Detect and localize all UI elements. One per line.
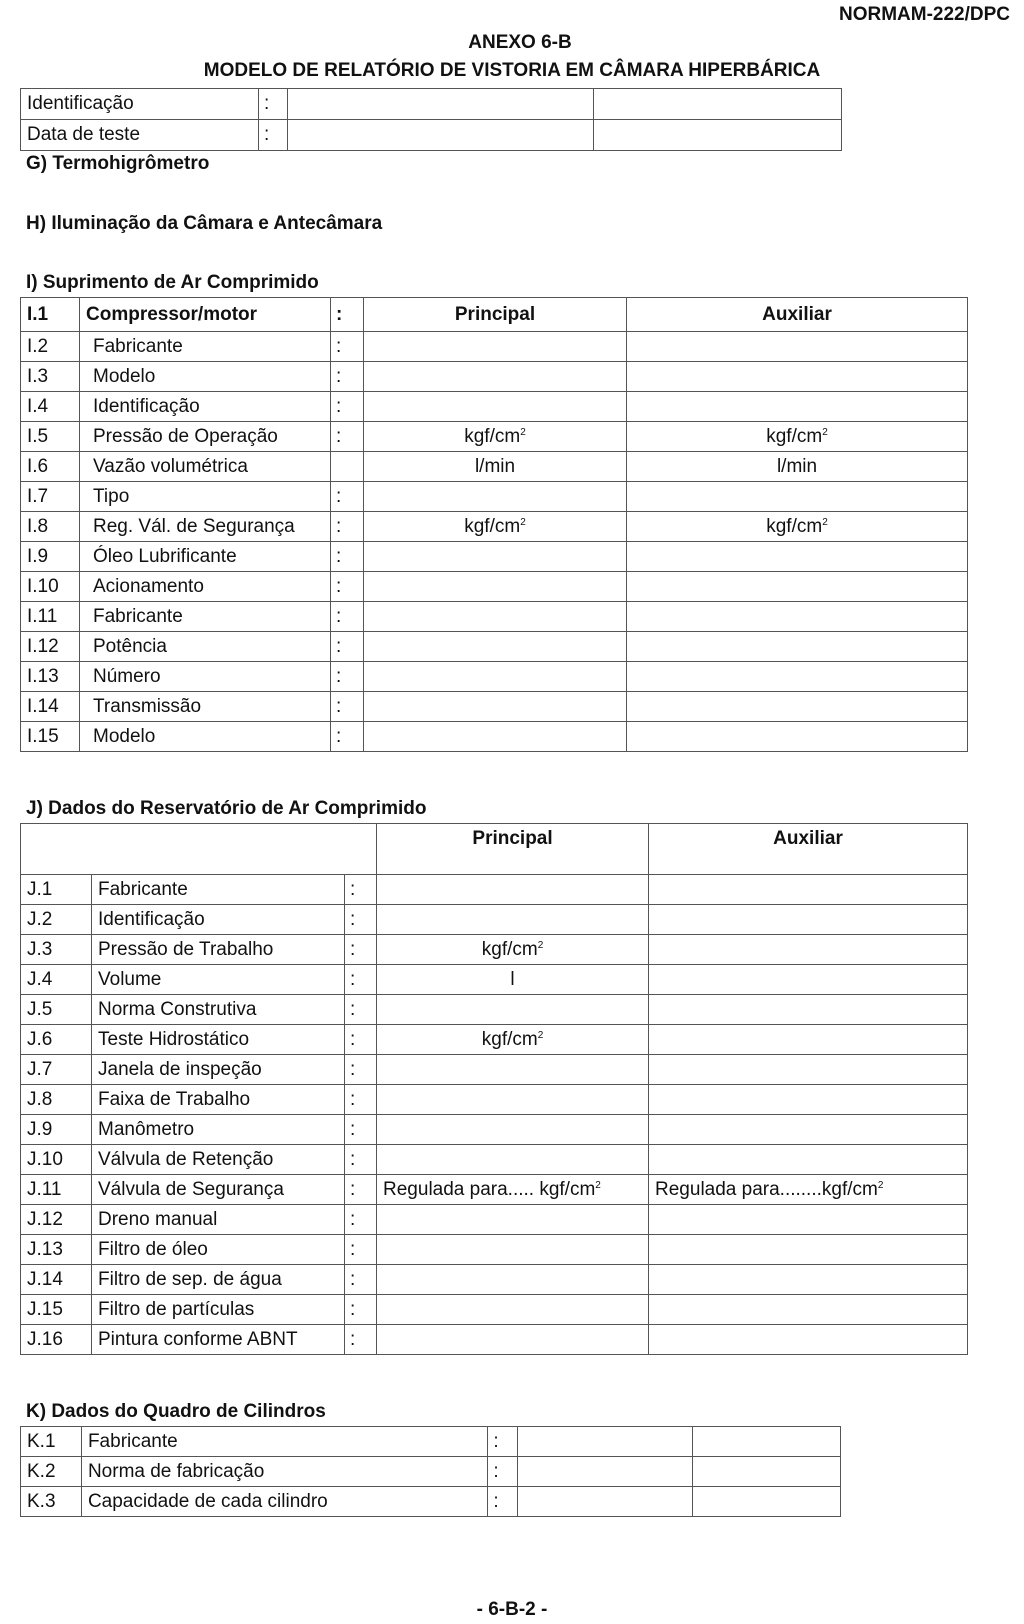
row-label: Teste Hidrostático	[92, 1025, 345, 1055]
value-cell[interactable]	[364, 332, 627, 362]
row-id: J.13	[21, 1235, 92, 1265]
value-cell[interactable]	[649, 995, 968, 1025]
table-row	[21, 482, 968, 512]
row-colon: :	[488, 1487, 517, 1517]
value-cell[interactable]	[517, 1427, 692, 1457]
value-cell[interactable]	[364, 482, 627, 512]
row-colon: :	[259, 89, 288, 120]
row-colon: :	[345, 1325, 377, 1355]
table-row	[21, 1265, 968, 1295]
value-cell[interactable]	[594, 120, 842, 151]
row-label: Modelo	[80, 722, 331, 752]
row-colon: :	[488, 1457, 517, 1487]
row-label: Filtro de sep. de água	[92, 1265, 345, 1295]
row-id: J.12	[21, 1205, 92, 1235]
row-id: J.11	[21, 1175, 92, 1205]
row-id: J.1	[21, 875, 92, 905]
row-colon: :	[345, 1085, 377, 1115]
value-cell[interactable]	[364, 392, 627, 422]
unit-superscript: 2	[537, 1029, 544, 1041]
value-cell[interactable]	[627, 362, 968, 392]
row-label: Compressor/motor	[80, 298, 331, 332]
value-cell[interactable]	[649, 1205, 968, 1235]
value-cell[interactable]	[649, 1115, 968, 1145]
row-label: Identificação	[92, 905, 345, 935]
row-colon: :	[331, 662, 364, 692]
value-cell[interactable]	[377, 1115, 649, 1145]
value-cell[interactable]	[627, 572, 968, 602]
value-cell[interactable]	[377, 1055, 649, 1085]
unit-text: kgf/cm	[766, 425, 823, 447]
value-cell[interactable]	[364, 542, 627, 572]
table-row	[21, 332, 968, 362]
row-colon: :	[331, 632, 364, 662]
table-row	[21, 995, 968, 1025]
row-id: I.8	[21, 512, 80, 542]
row-id: I.3	[21, 362, 80, 392]
value-cell[interactable]	[377, 1235, 649, 1265]
row-id: J.10	[21, 1145, 92, 1175]
row-label: Pressão de Operação	[80, 422, 331, 452]
value-cell[interactable]	[627, 632, 968, 662]
value-cell[interactable]	[627, 692, 968, 722]
table-header-row	[21, 824, 968, 875]
value-cell[interactable]	[377, 1295, 649, 1325]
empty-header-cell	[21, 824, 377, 875]
identification-table	[20, 88, 842, 151]
row-label: Volume	[92, 965, 345, 995]
row-id: I.15	[21, 722, 80, 752]
row-id: J.4	[21, 965, 92, 995]
row-label: Dreno manual	[92, 1205, 345, 1235]
row-id: I.6	[21, 452, 80, 482]
value-cell[interactable]	[649, 905, 968, 935]
unit-text: kgf/cm	[481, 1028, 538, 1050]
row-colon: :	[345, 965, 377, 995]
table-row	[21, 120, 842, 151]
row-colon: :	[331, 362, 364, 392]
row-colon: :	[331, 392, 364, 422]
row-id: I.10	[21, 572, 80, 602]
air-reservoir-table	[20, 823, 968, 1355]
value-cell[interactable]	[377, 1205, 649, 1235]
row-id: J.14	[21, 1265, 92, 1295]
value-cell[interactable]	[288, 120, 594, 151]
unit-superscript: 2	[822, 516, 828, 528]
row-id: J.8	[21, 1085, 92, 1115]
unit-superscript: 2	[520, 516, 526, 528]
value-cell[interactable]	[649, 1325, 968, 1355]
value-cell[interactable]	[377, 995, 649, 1025]
unit-superscript: 2	[595, 1179, 601, 1191]
value-cell[interactable]	[649, 1265, 968, 1295]
table-row	[21, 1175, 968, 1205]
value-cell[interactable]	[594, 89, 842, 120]
row-colon: :	[488, 1427, 517, 1457]
table-row	[21, 1025, 968, 1055]
value-cell[interactable]	[649, 1235, 968, 1265]
row-label: Transmissão	[80, 692, 331, 722]
table-row	[21, 1145, 968, 1175]
row-id: I.11	[21, 602, 80, 632]
table-header-row	[21, 298, 968, 332]
row-label: Pressão de Trabalho	[92, 935, 345, 965]
row-id: K.1	[21, 1427, 82, 1457]
value-cell[interactable]	[364, 602, 627, 632]
row-colon: :	[345, 1265, 377, 1295]
row-colon: :	[345, 1025, 377, 1055]
section-g-heading: G) Termohigrômetro	[26, 153, 210, 174]
row-id: I.9	[21, 542, 80, 572]
value-cell[interactable]	[364, 422, 627, 452]
value-cell[interactable]	[627, 542, 968, 572]
row-label: Vazão volumétrica	[80, 452, 331, 482]
value-cell[interactable]	[364, 722, 627, 752]
row-label: Tipo	[80, 482, 331, 512]
table-row	[21, 1427, 841, 1457]
unit-text: Regulada para........kgf/cm	[655, 1178, 878, 1200]
value-cell[interactable]	[377, 1265, 649, 1295]
row-label: Fabricante	[92, 875, 345, 905]
value-cell[interactable]	[377, 965, 649, 995]
value-cell[interactable]	[377, 1085, 649, 1115]
row-id: K.2	[21, 1457, 82, 1487]
value-cell[interactable]	[649, 875, 968, 905]
unit-text: kgf/cm	[766, 515, 823, 537]
table-row	[21, 1055, 968, 1085]
value-cell[interactable]	[517, 1457, 692, 1487]
row-colon: :	[345, 1055, 377, 1085]
column-header-auxiliar: Auxiliar	[627, 298, 968, 332]
row-label: Norma Construtiva	[92, 995, 345, 1025]
value-cell[interactable]	[377, 935, 649, 965]
row-colon: :	[345, 1205, 377, 1235]
annex-label: ANEXO 6-B	[468, 32, 572, 53]
table-row	[21, 965, 968, 995]
value-cell[interactable]	[377, 1145, 649, 1175]
row-label: Identificação	[21, 89, 259, 120]
unit-text: kgf/cm	[464, 515, 521, 537]
row-colon: :	[331, 542, 364, 572]
row-id: K.3	[21, 1487, 82, 1517]
value-cell[interactable]	[364, 632, 627, 662]
row-id: J.7	[21, 1055, 92, 1085]
table-row	[21, 1115, 968, 1145]
compressed-air-supply-table	[20, 297, 968, 752]
row-id: J.5	[21, 995, 92, 1025]
table-row	[21, 1487, 841, 1517]
table-row	[21, 602, 968, 632]
row-id: J.2	[21, 905, 92, 935]
value-cell[interactable]	[364, 572, 627, 602]
value-cell[interactable]	[377, 905, 649, 935]
row-id: I.2	[21, 332, 80, 362]
value-cell[interactable]	[692, 1427, 840, 1457]
table-row	[21, 1085, 968, 1115]
table-row	[21, 935, 968, 965]
row-label: Óleo Lubrificante	[80, 542, 331, 572]
table-row	[21, 1325, 968, 1355]
table-row	[21, 1235, 968, 1265]
value-cell[interactable]	[377, 1325, 649, 1355]
unit-text: l	[510, 968, 515, 990]
value-cell[interactable]	[627, 332, 968, 362]
table-row	[21, 722, 968, 752]
row-colon: :	[331, 482, 364, 512]
table-row	[21, 452, 968, 482]
section-k-heading: K) Dados do Quadro de Cilindros	[26, 1401, 326, 1422]
section-i-heading: I) Suprimento de Ar Comprimido	[26, 272, 319, 293]
page-number: - 6-B-2 -	[476, 1599, 548, 1620]
row-colon: :	[345, 935, 377, 965]
value-cell[interactable]	[377, 1175, 649, 1205]
row-label: Modelo	[80, 362, 331, 392]
value-cell[interactable]	[649, 1025, 968, 1055]
row-colon: :	[331, 422, 364, 452]
row-label: Fabricante	[80, 332, 331, 362]
row-id: I.13	[21, 662, 80, 692]
row-colon: :	[345, 1175, 377, 1205]
page-title: MODELO DE RELATÓRIO DE VISTORIA EM CÂMARA HIPERBÁRICA	[203, 60, 821, 81]
value-cell[interactable]	[377, 1025, 649, 1055]
unit-text: Regulada para..... kgf/cm	[383, 1178, 596, 1200]
row-id: I.12	[21, 632, 80, 662]
row-label: Reg. Vál. de Segurança	[80, 512, 331, 542]
unit-superscript: 2	[822, 426, 828, 438]
row-colon: :	[331, 722, 364, 752]
value-cell[interactable]	[627, 722, 968, 752]
value-cell[interactable]	[692, 1457, 840, 1487]
value-cell[interactable]	[364, 452, 627, 482]
row-id: J.15	[21, 1295, 92, 1325]
row-colon	[331, 452, 364, 482]
column-header-principal: Principal	[364, 298, 627, 332]
row-id: I.1	[21, 298, 80, 332]
row-id: I.5	[21, 422, 80, 452]
row-colon: :	[331, 332, 364, 362]
row-colon: :	[345, 875, 377, 905]
section-j-heading: J) Dados do Reservatório de Ar Comprimido	[26, 798, 427, 819]
section-h-heading: H) Iluminação da Câmara e Antecâmara	[26, 213, 383, 234]
row-colon: :	[331, 572, 364, 602]
unit-text: kgf/cm	[464, 425, 521, 447]
row-label: Data de teste	[21, 120, 259, 151]
row-colon: :	[331, 602, 364, 632]
unit-text: l/min	[776, 455, 818, 477]
row-label: Manômetro	[92, 1115, 345, 1145]
table-row	[21, 692, 968, 722]
value-cell[interactable]	[627, 512, 968, 542]
table-row	[21, 662, 968, 692]
table-row	[21, 362, 968, 392]
column-header-principal: Principal	[377, 824, 649, 875]
table-row	[21, 1457, 841, 1487]
table-row	[21, 632, 968, 662]
value-cell[interactable]	[627, 662, 968, 692]
table-row	[21, 1205, 968, 1235]
row-colon: :	[331, 512, 364, 542]
value-cell[interactable]	[649, 935, 968, 965]
row-label: Fabricante	[81, 1427, 487, 1457]
table-row	[21, 572, 968, 602]
row-label: Potência	[80, 632, 331, 662]
value-cell[interactable]	[627, 482, 968, 512]
unit-text: l/min	[474, 455, 516, 477]
value-cell[interactable]	[627, 452, 968, 482]
row-label: Norma de fabricação	[81, 1457, 487, 1487]
row-id: J.3	[21, 935, 92, 965]
value-cell[interactable]	[364, 362, 627, 392]
row-label: Pintura conforme ABNT	[92, 1325, 345, 1355]
unit-superscript: 2	[520, 426, 526, 438]
cylinder-rack-table	[20, 1426, 841, 1517]
value-cell[interactable]	[377, 875, 649, 905]
column-header-auxiliar: Auxiliar	[649, 824, 968, 875]
row-label: Válvula de Segurança	[92, 1175, 345, 1205]
table-row	[21, 905, 968, 935]
value-cell[interactable]	[649, 1085, 968, 1115]
row-colon: :	[345, 1295, 377, 1325]
value-cell[interactable]	[364, 692, 627, 722]
unit-superscript: 2	[537, 939, 544, 951]
row-label: Filtro de óleo	[92, 1235, 345, 1265]
row-label: Faixa de Trabalho	[92, 1085, 345, 1115]
row-label: Número	[80, 662, 331, 692]
value-cell[interactable]	[649, 965, 968, 995]
row-id: J.6	[21, 1025, 92, 1055]
value-cell[interactable]	[649, 1145, 968, 1175]
row-label: Janela de inspeção	[92, 1055, 345, 1085]
value-cell[interactable]	[649, 1175, 968, 1205]
value-cell[interactable]	[627, 422, 968, 452]
row-label: Fabricante	[80, 602, 331, 632]
norm-reference: NORMAM-222/DPC	[838, 4, 1010, 25]
row-label: Acionamento	[80, 572, 331, 602]
row-id: I.7	[21, 482, 80, 512]
value-cell[interactable]	[364, 662, 627, 692]
row-colon: :	[259, 120, 288, 151]
row-label: Identificação	[80, 392, 331, 422]
table-row	[21, 422, 968, 452]
value-cell[interactable]	[627, 392, 968, 422]
value-cell[interactable]	[517, 1487, 692, 1517]
table-row	[21, 1295, 968, 1325]
row-colon: :	[345, 1115, 377, 1145]
value-cell[interactable]	[288, 89, 594, 120]
row-colon: :	[331, 692, 364, 722]
row-id: J.16	[21, 1325, 92, 1355]
row-colon: :	[345, 905, 377, 935]
table-row	[21, 512, 968, 542]
table-row	[21, 392, 968, 422]
row-id: I.4	[21, 392, 80, 422]
unit-text: kgf/cm	[481, 938, 538, 960]
row-label: Capacidade de cada cilindro	[81, 1487, 487, 1517]
row-colon: :	[331, 298, 364, 332]
table-row	[21, 542, 968, 572]
value-cell[interactable]	[649, 1295, 968, 1325]
row-id: I.14	[21, 692, 80, 722]
row-colon: :	[345, 1235, 377, 1265]
row-label: Filtro de partículas	[92, 1295, 345, 1325]
value-cell[interactable]	[627, 602, 968, 632]
table-row	[21, 89, 842, 120]
row-colon: :	[345, 1145, 377, 1175]
row-id: J.9	[21, 1115, 92, 1145]
table-row	[21, 875, 968, 905]
row-label: Válvula de Retenção	[92, 1145, 345, 1175]
row-colon: :	[345, 995, 377, 1025]
value-cell[interactable]	[692, 1487, 840, 1517]
value-cell[interactable]	[364, 512, 627, 542]
value-cell[interactable]	[649, 1055, 968, 1085]
unit-superscript: 2	[877, 1179, 884, 1191]
